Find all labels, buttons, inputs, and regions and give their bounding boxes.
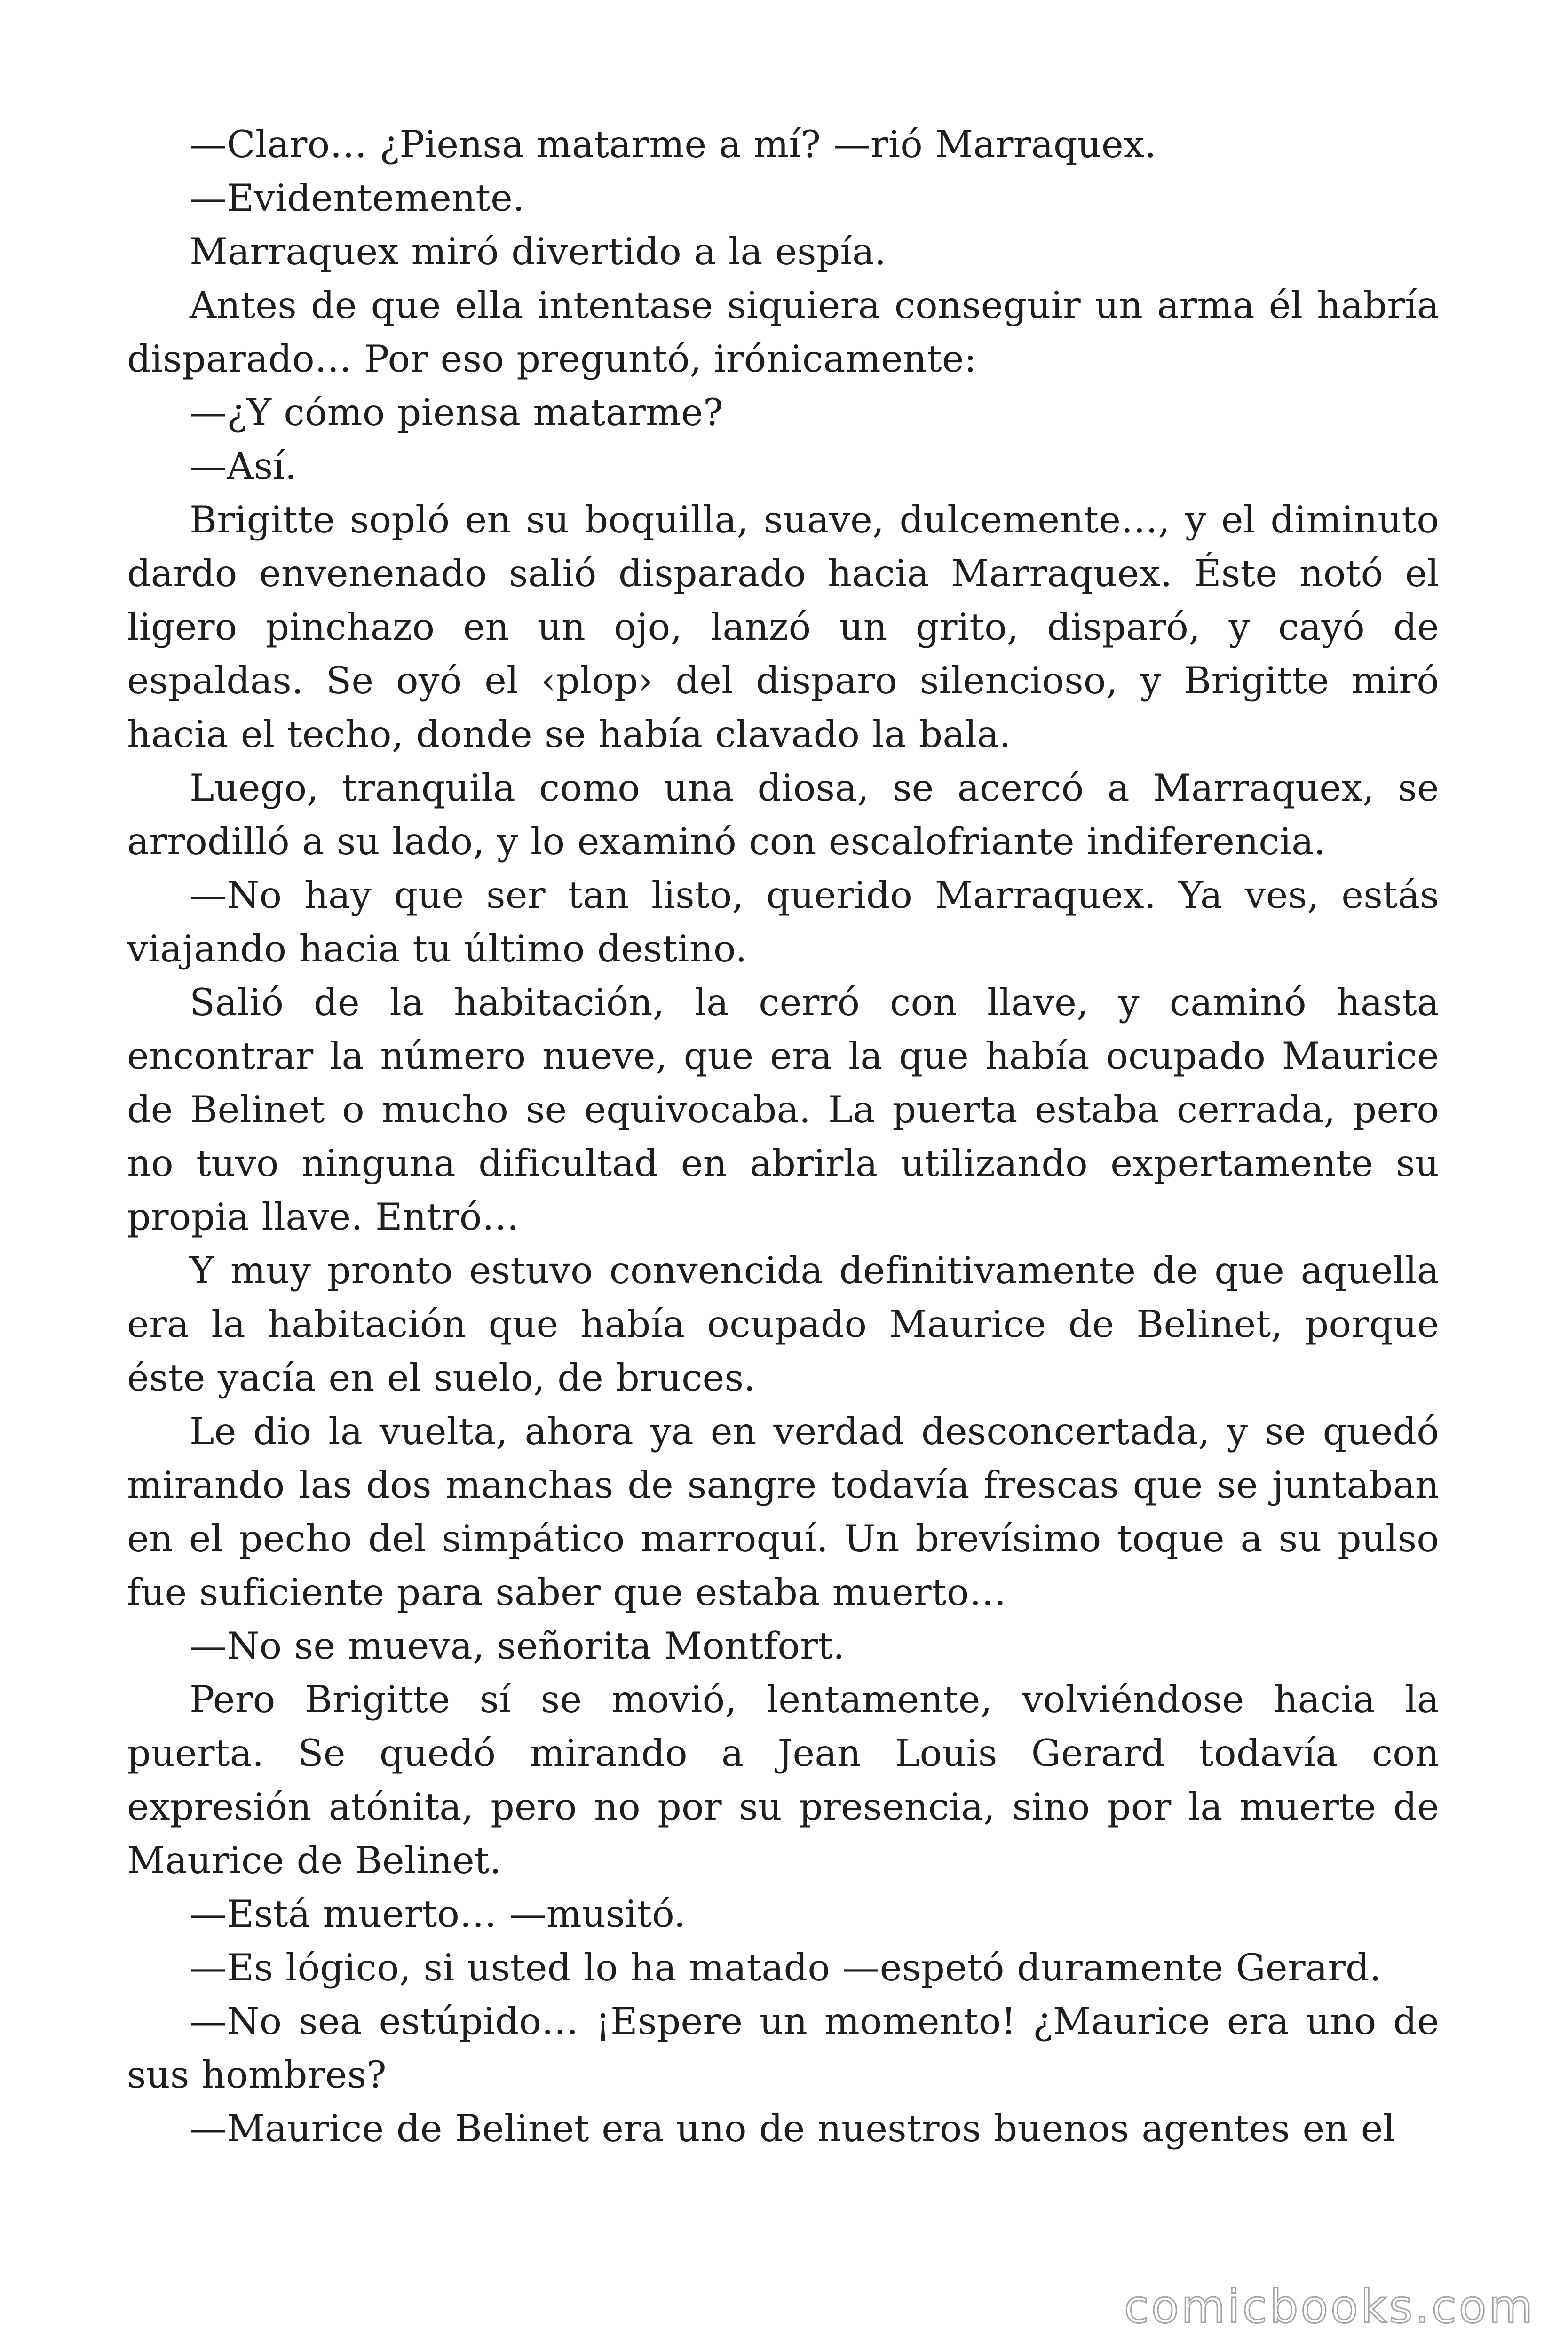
paragraph: —Así.: [190, 445, 297, 488]
paragraph: —Evidentemente.: [190, 176, 525, 220]
paragraph: —No sea estúpido… ¡Espere un momento! ¿Maurice era uno de sus hombres?: [127, 2000, 1439, 2097]
paragraph: —Es lógico, si usted lo ha matado —espetó duramente Gerard.: [190, 1946, 1382, 1989]
paragraph: —¿Y cómo piensa matarme?: [190, 391, 723, 434]
paragraph: —Está muerto… —musitó.: [190, 1892, 686, 1936]
paragraph: Brigitte sopló en su boquilla, suave, dulcemente…, y el diminuto dardo envenenado salió disparado hacia Marraquex. Éste notó el ligero pinchazo en un ojo, lanzó un grito, disparó, y cayó de espaldas. Se oyó el ‹plop› del disparo silencioso, y Brigitte miró hacia el techo, donde se había clavado la bala.: [127, 498, 1439, 756]
paragraph: Le dio la vuelta, ahora ya en verdad desconcertada, y se quedó mirando las dos manchas de sangre todavía frescas que se juntaban en el pecho del simpático marroquí. Un brevísimo toque a su pulso fue suficiente para saber que estaba muerto…: [127, 1410, 1439, 1614]
paragraph: Marraquex miró divertido a la espía.: [190, 230, 887, 273]
paragraph: Salió de la habitación, la cerró con llave, y caminó hasta encontrar la número nueve, que era la que había ocupado Maurice de Belinet o mucho se equivocaba. La puerta estaba cerrada, pero no tuvo ninguna dificultad en abrirla utilizando expertamente su propia llave. Entró…: [127, 981, 1439, 1239]
paragraph: —Claro… ¿Piensa matarme a mí? —rió Marraquex.: [190, 123, 1156, 166]
paragraph: —No hay que ser tan listo, querido Marraquex. Ya ves, estás viajando hacia tu último destino.: [127, 874, 1439, 970]
watermark: comicbooks.com: [1124, 2280, 1535, 2333]
paragraph: —Maurice de Belinet era uno de nuestros buenos agentes en el: [190, 2107, 1395, 2150]
paragraph: Luego, tranquila como una diosa, se acercó a Marraquex, se arrodilló a su lado, y lo examinó con escalofriante indiferencia.: [127, 766, 1439, 863]
paragraph: —No se mueva, señorita Montfort.: [190, 1624, 845, 1668]
book-page-text: [127, 118, 1439, 2155]
paragraph: Antes de que ella intentase siquiera conseguir un arma él habría disparado… Por eso preguntó, irónicamente:: [127, 284, 1439, 381]
paragraph: Y muy pronto estuvo convencida definitivamente de que aquella era la habitación que había ocupado Maurice de Belinet, porque éste yacía en el suelo, de bruces.: [127, 1249, 1439, 1399]
paragraph: Pero Brigitte sí se movió, lentamente, volviéndose hacia la puerta. Se quedó mirando a Jean Louis Gerard todavía con expresión atónita, pero no por su presencia, sino por la muerte de Maurice de Belinet.: [127, 1678, 1439, 1882]
